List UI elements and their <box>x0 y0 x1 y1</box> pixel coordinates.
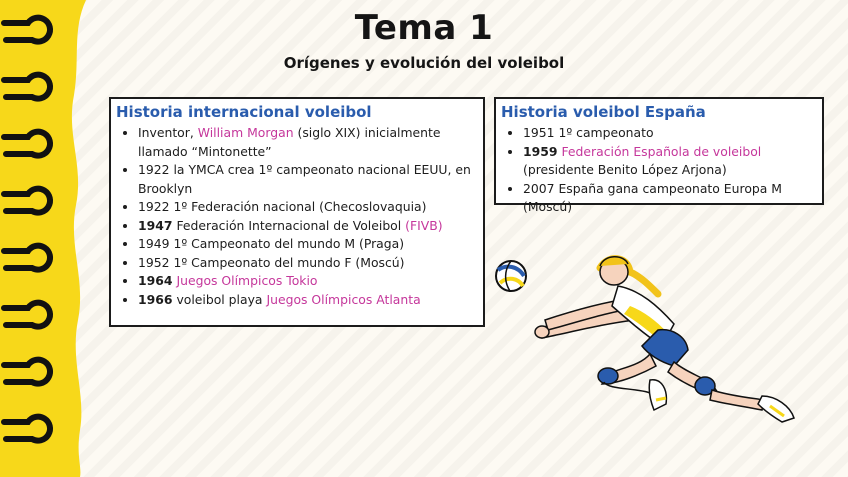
page-title: Tema 1 <box>354 8 494 48</box>
volleyball-icon <box>496 261 526 291</box>
list-item: • 1949 1º Campeonato del mundo M (Praga) <box>138 235 477 254</box>
list-item: • 1964 Juegos Olímpicos Tokio <box>138 272 477 291</box>
list-item: • 1959 Federación Española de voleibol (presidente Benito López Arjona) <box>523 143 816 180</box>
list-item: • 1947 Federación Internacional de Voleibol (FIVB) <box>138 217 477 236</box>
list-item: • 1922 la YMCA crea 1º campeonato nacional EEUU, en Brooklyn <box>138 161 477 198</box>
list-item: • 2007 España gana campeonato Europa M (Moscú) <box>523 180 816 217</box>
spain-history-heading: Historia voleibol España <box>501 103 706 121</box>
spain-history-box <box>494 97 824 214</box>
list-item: • 1966 voleibol playa Juegos Olímpicos Atlanta <box>138 291 477 310</box>
spain-history-list <box>496 124 822 217</box>
international-history-box <box>109 97 485 327</box>
page-subtitle: Orígenes y evolución del voleibol <box>283 54 565 72</box>
volleyball-player-illustration <box>490 250 810 430</box>
list-item: • 1922 1º Federación nacional (Checoslovaquia) <box>138 198 477 217</box>
list-item: • Inventor, William Morgan (siglo XIX) inicialmente llamado “Mintonette” <box>138 124 477 161</box>
international-history-list <box>111 124 483 309</box>
international-history-heading: Historia internacional voleibol <box>116 103 372 121</box>
list-item: • 1952 1º Campeonato del mundo F (Moscú) <box>138 254 477 273</box>
list-item: • 1951 1º campeonato <box>523 124 816 143</box>
